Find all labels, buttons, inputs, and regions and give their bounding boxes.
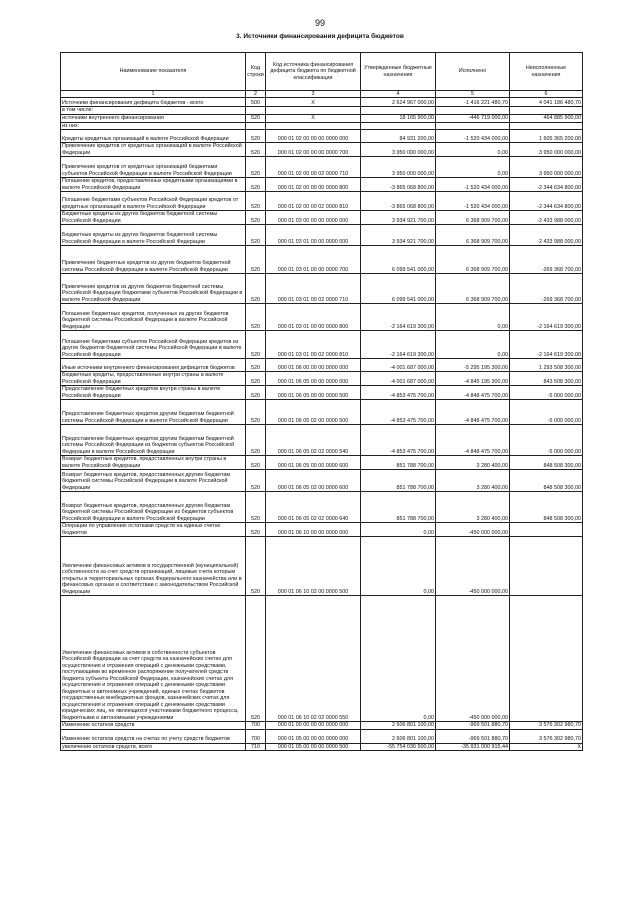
row-bk-code: 000 01 06 05 00 00 0000 000	[266, 372, 361, 386]
row-code: 520	[246, 456, 266, 470]
row-code: 520	[246, 470, 266, 492]
header-indicator-name: Наименование показателя	[61, 53, 246, 91]
table-row	[61, 537, 583, 596]
row-executed: -4 848 475 700,00	[436, 425, 510, 456]
row-bk-code	[266, 122, 361, 129]
row-executed	[436, 107, 510, 114]
row-name: Привлечение бюджетных кредитов из других бюджетов бюджетной системы Российской Федерации в валюте Российской Федерации	[61, 246, 246, 274]
page-number: 99	[314, 18, 325, 28]
row-bk-code: 000 01 02 00 00 02 0000 810	[266, 192, 361, 211]
row-bk-code: 000 01 03 01 00 02 0000 710	[266, 274, 361, 304]
row-approved: 2 606 801 100,00	[361, 729, 436, 743]
row-unexecuted: -2 433 988 000,00	[510, 225, 583, 246]
row-approved: 2 624 967 000,00	[361, 98, 436, 107]
row-executed: -5 295 195 300,00	[436, 359, 510, 372]
row-code: 520	[246, 130, 266, 143]
row-code: 520	[246, 211, 266, 225]
table-row	[61, 274, 583, 304]
row-code: 520	[246, 192, 266, 211]
row-executed: 0,00	[436, 157, 510, 178]
row-unexecuted: -5 000 000,00	[510, 425, 583, 456]
row-executed: 0,00	[436, 143, 510, 157]
row-approved	[361, 122, 436, 129]
row-unexecuted: -2 433 988 000,00	[510, 211, 583, 225]
row-approved: -4 001 687 000,00	[361, 372, 436, 386]
row-bk-code: X	[266, 114, 361, 122]
page-title: 3. Источники финансирования дефицита бюджетов	[236, 33, 404, 40]
row-code: 520	[246, 157, 266, 178]
row-unexecuted: -2 344 634 800,00	[510, 178, 583, 192]
row-code: 520	[246, 537, 266, 596]
header-approved: Утвержденные бюджетные назначения	[361, 53, 436, 91]
row-executed: -4 845 195 300,00	[436, 372, 510, 386]
table-row	[61, 400, 583, 425]
row-name: Увеличение финансовых активов в государственной (муниципальной) собственности за счет средств организаций, лицевые счета которым открыты в территориальных органах Федерального казначейства или в финансовых органах в соответствии с законодательством Российской Федерации	[61, 537, 246, 596]
row-unexecuted: 3 576 302 980,70	[510, 722, 583, 729]
row-name: Предоставление бюджетных кредитов другим бюджетам бюджетной системы Российской Федерации из бюджетов субъектов Российской Федерации в валюте Российской Федерации	[61, 425, 246, 456]
row-executed: 3 280 400,00	[436, 456, 510, 470]
row-code: 710	[246, 743, 266, 750]
row-bk-code: 000 01 06 05 00 00 0000 600	[266, 456, 361, 470]
row-code: 500	[246, 98, 266, 107]
table-row	[61, 743, 583, 750]
row-approved: -2 164 619 300,00	[361, 304, 436, 331]
row-bk-code: 000 01 02 00 00 00 0000 000	[266, 130, 361, 143]
table-row	[61, 456, 583, 470]
table-row	[61, 225, 583, 246]
row-code: 520	[246, 596, 266, 722]
row-name: Привлечение кредитов от кредитных организаций в валюте Российской Федерации	[61, 143, 246, 157]
row-approved: 18 165 900,00	[361, 114, 436, 122]
row-approved: -55 754 036 500,00	[361, 743, 436, 750]
table-row	[61, 425, 583, 456]
row-executed: -4 848 475 700,00	[436, 386, 510, 400]
table-row	[61, 359, 583, 372]
row-name: Предоставление бюджетных кредитов внутри страны в валюте Российской Федерации	[61, 386, 246, 400]
row-bk-code: 000 01 05 00 00 00 0000 500	[266, 743, 361, 750]
row-name: Возврат бюджетных кредитов, предоставленных другим бюджетам бюджетной системы Российской Федерации из бюджетов субъектов Российской Федерации в валюте Российской Федерации	[61, 492, 246, 523]
row-approved: -3 865 068 800,00	[361, 178, 436, 192]
header-number: 6	[510, 91, 583, 98]
row-code: 520	[246, 425, 266, 456]
row-unexecuted: 1 605 365 200,00	[510, 130, 583, 143]
row-approved: 3 934 921 700,00	[361, 225, 436, 246]
row-unexecuted	[510, 537, 583, 596]
row-name: источники внутреннего финансирования	[61, 114, 246, 122]
row-name: Погашение кредитов, предоставленных кредитными организациями в валюте Российской Федерации	[61, 178, 246, 192]
table-row	[61, 523, 583, 537]
row-name: из них:	[61, 122, 246, 129]
row-name: Погашение бюджетных кредитов, полученных из других бюджетов бюджетной системы Российской Федерации в валюте Российской Федерации	[61, 304, 246, 331]
row-bk-code: 000 01 03 01 00 00 0000 000	[266, 225, 361, 246]
row-approved: -4 853 475 700,00	[361, 386, 436, 400]
table-row	[61, 331, 583, 359]
row-name: Возврат бюджетных кредитов, предоставленных внутри страны в валюте Российской Федерации	[61, 456, 246, 470]
row-code: 520	[246, 386, 266, 400]
row-approved: -4 001 687 000,00	[361, 359, 436, 372]
row-executed: 6 368 909 700,00	[436, 225, 510, 246]
row-name: Предоставление бюджетных кредитов другим бюджетам бюджетной системы Российской Федерации в валюте Российской Федерации	[61, 400, 246, 425]
row-unexecuted: 848 508 300,00	[510, 492, 583, 523]
row-name: Изменение остатков средств	[61, 722, 246, 729]
row-approved: 0,00	[361, 523, 436, 537]
row-unexecuted: -2 164 619 300,00	[510, 304, 583, 331]
table-row	[61, 122, 583, 129]
header-number: 2	[246, 91, 266, 98]
row-unexecuted: 848 508 300,00	[510, 456, 583, 470]
row-code: 700	[246, 722, 266, 729]
row-code: 520	[246, 225, 266, 246]
row-name: Погашение бюджетами субъектов Российской Федерации кредитов от кредитных организаций в валюте Российской Федерации	[61, 192, 246, 211]
row-name: Бюджетные кредиты из других бюджетов бюджетной системы Российской Федерации в валюте Российской Федерации	[61, 225, 246, 246]
row-executed: -450 000 000,00	[436, 537, 510, 596]
row-executed	[436, 122, 510, 129]
row-bk-code: 000 01 06 10 02 02 0000 550	[266, 596, 361, 722]
row-bk-code: 000 01 06 05 02 02 0000 640	[266, 492, 361, 523]
row-code: 520	[246, 492, 266, 523]
row-executed: 0,00	[436, 304, 510, 331]
header-line-code: Код строки	[246, 53, 266, 91]
row-name: Бюджетные кредиты, предоставленные внутри страны в валюте Российской Федерации	[61, 372, 246, 386]
row-executed: 3 280 400,00	[436, 470, 510, 492]
row-unexecuted	[510, 107, 583, 114]
header-number: 4	[361, 91, 436, 98]
row-unexecuted: 1 293 508 300,00	[510, 359, 583, 372]
row-approved: 6 099 541 000,00	[361, 246, 436, 274]
row-unexecuted: -5 000 000,00	[510, 400, 583, 425]
row-approved	[361, 107, 436, 114]
row-bk-code: 000 01 02 00 00 00 0000 700	[266, 143, 361, 157]
row-unexecuted: -269 368 700,00	[510, 274, 583, 304]
row-bk-code: 000 01 03 01 00 00 0000 800	[266, 304, 361, 331]
row-bk-code: 000 01 05 00 00 00 0000 000	[266, 729, 361, 743]
row-approved: 6 099 541 000,00	[361, 274, 436, 304]
row-approved: 3 950 000 000,00	[361, 143, 436, 157]
row-name: Изменение остатков средств на счетах по учету средств бюджетов	[61, 729, 246, 743]
table-row	[61, 722, 583, 729]
row-name: Источники финансирования дефицита бюджетов - всего	[61, 98, 246, 107]
row-bk-code: 000 01 03 01 00 02 0000 810	[266, 331, 361, 359]
table-row	[61, 470, 583, 492]
row-executed: -1 520 434 000,00	[436, 192, 510, 211]
table-row	[61, 386, 583, 400]
row-approved: 0,00	[361, 537, 436, 596]
row-approved: -4 853 475 700,00	[361, 400, 436, 425]
table-row	[61, 596, 583, 722]
table-row	[61, 178, 583, 192]
row-bk-code	[266, 107, 361, 114]
row-bk-code: 000 01 06 00 00 00 0000 000	[266, 359, 361, 372]
row-bk-code: 000 01 06 10 02 00 0000 500	[266, 537, 361, 596]
row-name: Операции по управлению остатками средств на единых счетах бюджетов	[61, 523, 246, 537]
row-code: 520	[246, 143, 266, 157]
row-executed: -450 000 000,00	[436, 523, 510, 537]
row-unexecuted: -2 164 619 300,00	[510, 331, 583, 359]
row-bk-code: 000 01 06 05 02 02 0000 540	[266, 425, 361, 456]
row-name: Иные источники внутреннего финансирования дефицитов бюджетов	[61, 359, 246, 372]
row-executed: 0,00	[436, 331, 510, 359]
row-code: 520	[246, 178, 266, 192]
row-bk-code: 000 01 00 00 00 00 0000 000	[266, 722, 361, 729]
row-bk-code: 000 01 03 01 00 00 0000 700	[266, 246, 361, 274]
row-bk-code: 000 01 02 00 00 02 0000 710	[266, 157, 361, 178]
row-bk-code: 000 01 03 00 00 00 0000 000	[266, 211, 361, 225]
row-executed: 6 368 909 700,00	[436, 211, 510, 225]
row-approved: 84 931 200,00	[361, 130, 436, 143]
row-code: 520	[246, 400, 266, 425]
row-unexecuted: -2 344 634 800,00	[510, 192, 583, 211]
table-row	[61, 143, 583, 157]
row-code: 520	[246, 274, 266, 304]
row-executed: 6 368 909 700,00	[436, 274, 510, 304]
row-code	[246, 107, 266, 114]
row-bk-code: 000 01 06 05 00 00 0000 500	[266, 386, 361, 400]
row-approved: -3 865 068 800,00	[361, 192, 436, 211]
row-executed: -35 931 000 915,44	[436, 743, 510, 750]
row-code: 520	[246, 372, 266, 386]
table-row	[61, 114, 583, 122]
row-code: 520	[246, 331, 266, 359]
row-name: в том числе:	[61, 107, 246, 114]
row-approved: 3 934 921 700,00	[361, 211, 436, 225]
row-bk-code: X	[266, 98, 361, 107]
row-name: Кредиты кредитных организаций в валюте Российской Федерации	[61, 130, 246, 143]
row-code: 520	[246, 523, 266, 537]
row-name: Привлечение кредитов из других бюджетов бюджетной системы Российской Федерации бюджетами субъектов Российской Федерации в валюте Российской Федерации	[61, 274, 246, 304]
table-row	[61, 157, 583, 178]
header-number: 1	[61, 91, 246, 98]
row-name: Привлечение кредитов от кредитных организаций бюджетами субъектов Российской Федерации в валюте Российской Федерации	[61, 157, 246, 178]
row-code: 520	[246, 114, 266, 122]
row-bk-code: 000 01 06 05 02 00 0000 600	[266, 470, 361, 492]
table-row	[61, 98, 583, 107]
row-unexecuted: 464 885 900,00	[510, 114, 583, 122]
row-unexecuted: 4 041 186 480,70	[510, 98, 583, 107]
row-name: Возврат бюджетных кредитов, предоставленных другим бюджетам бюджетной системы Российской Федерации в валюте Российской Федерации	[61, 470, 246, 492]
row-approved: 3 950 000 000,00	[361, 157, 436, 178]
table-row	[61, 304, 583, 331]
row-unexecuted: -5 000 000,00	[510, 386, 583, 400]
row-code: 700	[246, 729, 266, 743]
row-name: Увеличение финансовых активов в собственности субъектов Российской Федерации за счет средств на казначейских счетах для осуществления и отражения операций с денежными средствами, поступающими во временное распоряжение получателей средств бюджета субъекта Российской Федерации, казначейских счетах для осуществления и отражения операций с денежными средствами бюджетных и автономных учреждений, единых счетах бюджетов государственных внебюджетных фондов, казначейских счетах для осуществления и отражения операций с денежными средствами юридических лиц, не являющихся участниками бюджетного процесса, бюджетными и автономными учреждениями	[61, 596, 246, 722]
row-approved: -4 853 475 700,00	[361, 425, 436, 456]
table-row	[61, 372, 583, 386]
row-approved: 0,00	[361, 596, 436, 722]
table-row	[61, 192, 583, 211]
row-bk-code: 000 01 06 05 02 00 0000 500	[266, 400, 361, 425]
row-approved: 851 788 700,00	[361, 470, 436, 492]
row-approved: 851 788 700,00	[361, 492, 436, 523]
row-executed: 6 368 909 700,00	[436, 246, 510, 274]
row-unexecuted: X	[510, 743, 583, 750]
row-executed: -1 520 434 000,00	[436, 130, 510, 143]
row-approved: 851 788 700,00	[361, 456, 436, 470]
row-executed: -1 520 434 000,00	[436, 178, 510, 192]
row-code: 520	[246, 304, 266, 331]
row-code	[246, 122, 266, 129]
row-executed: -1 416 221 480,70	[436, 98, 510, 107]
header-number: 3	[266, 91, 361, 98]
financing-sources-table	[60, 52, 583, 751]
row-unexecuted: 848 508 300,00	[510, 470, 583, 492]
row-name: Бюджетные кредиты из других бюджетов бюджетной системы Российской Федерации	[61, 211, 246, 225]
table-row	[61, 492, 583, 523]
row-executed: -969 501 880,70	[436, 729, 510, 743]
row-unexecuted: 3 950 000 000,00	[510, 143, 583, 157]
header-source-code: Код источника финансирования дефицита бюджета по бюджетной классификации	[266, 53, 361, 91]
table-row	[61, 729, 583, 743]
row-unexecuted	[510, 596, 583, 722]
row-unexecuted	[510, 122, 583, 129]
row-unexecuted: 3 950 000 000,00	[510, 157, 583, 178]
row-bk-code: 000 01 02 00 00 00 0000 800	[266, 178, 361, 192]
row-executed: 3 280 400,00	[436, 492, 510, 523]
row-unexecuted	[510, 523, 583, 537]
row-unexecuted: 843 508 300,00	[510, 372, 583, 386]
row-name: увеличение остатков средств, всего	[61, 743, 246, 750]
header-executed: Исполнено	[436, 53, 510, 91]
row-approved: -2 164 619 300,00	[361, 331, 436, 359]
row-approved: 2 606 801 100,00	[361, 722, 436, 729]
row-name: Погашение бюджетами субъектов Российской Федерации кредитов из других бюджетов бюджетной системы Российской Федерации в валюте Российской Федерации	[61, 331, 246, 359]
row-bk-code: 000 01 06 10 00 00 0000 000	[266, 523, 361, 537]
row-unexecuted: 3 576 302 980,70	[510, 729, 583, 743]
table-row	[61, 107, 583, 114]
table-row	[61, 130, 583, 143]
header-number: 5	[436, 91, 510, 98]
row-code: 520	[246, 359, 266, 372]
row-executed: -969 501 880,70	[436, 722, 510, 729]
table-row	[61, 246, 583, 274]
row-unexecuted: -269 368 700,00	[510, 246, 583, 274]
row-executed: -446 719 000,00	[436, 114, 510, 122]
table-body	[61, 98, 583, 751]
table-row	[61, 211, 583, 225]
row-code: 520	[246, 246, 266, 274]
row-executed: -4 848 475 700,00	[436, 400, 510, 425]
row-executed: -450 000 000,00	[436, 596, 510, 722]
header-unexecuted: Неисполненные назначения	[510, 53, 583, 91]
